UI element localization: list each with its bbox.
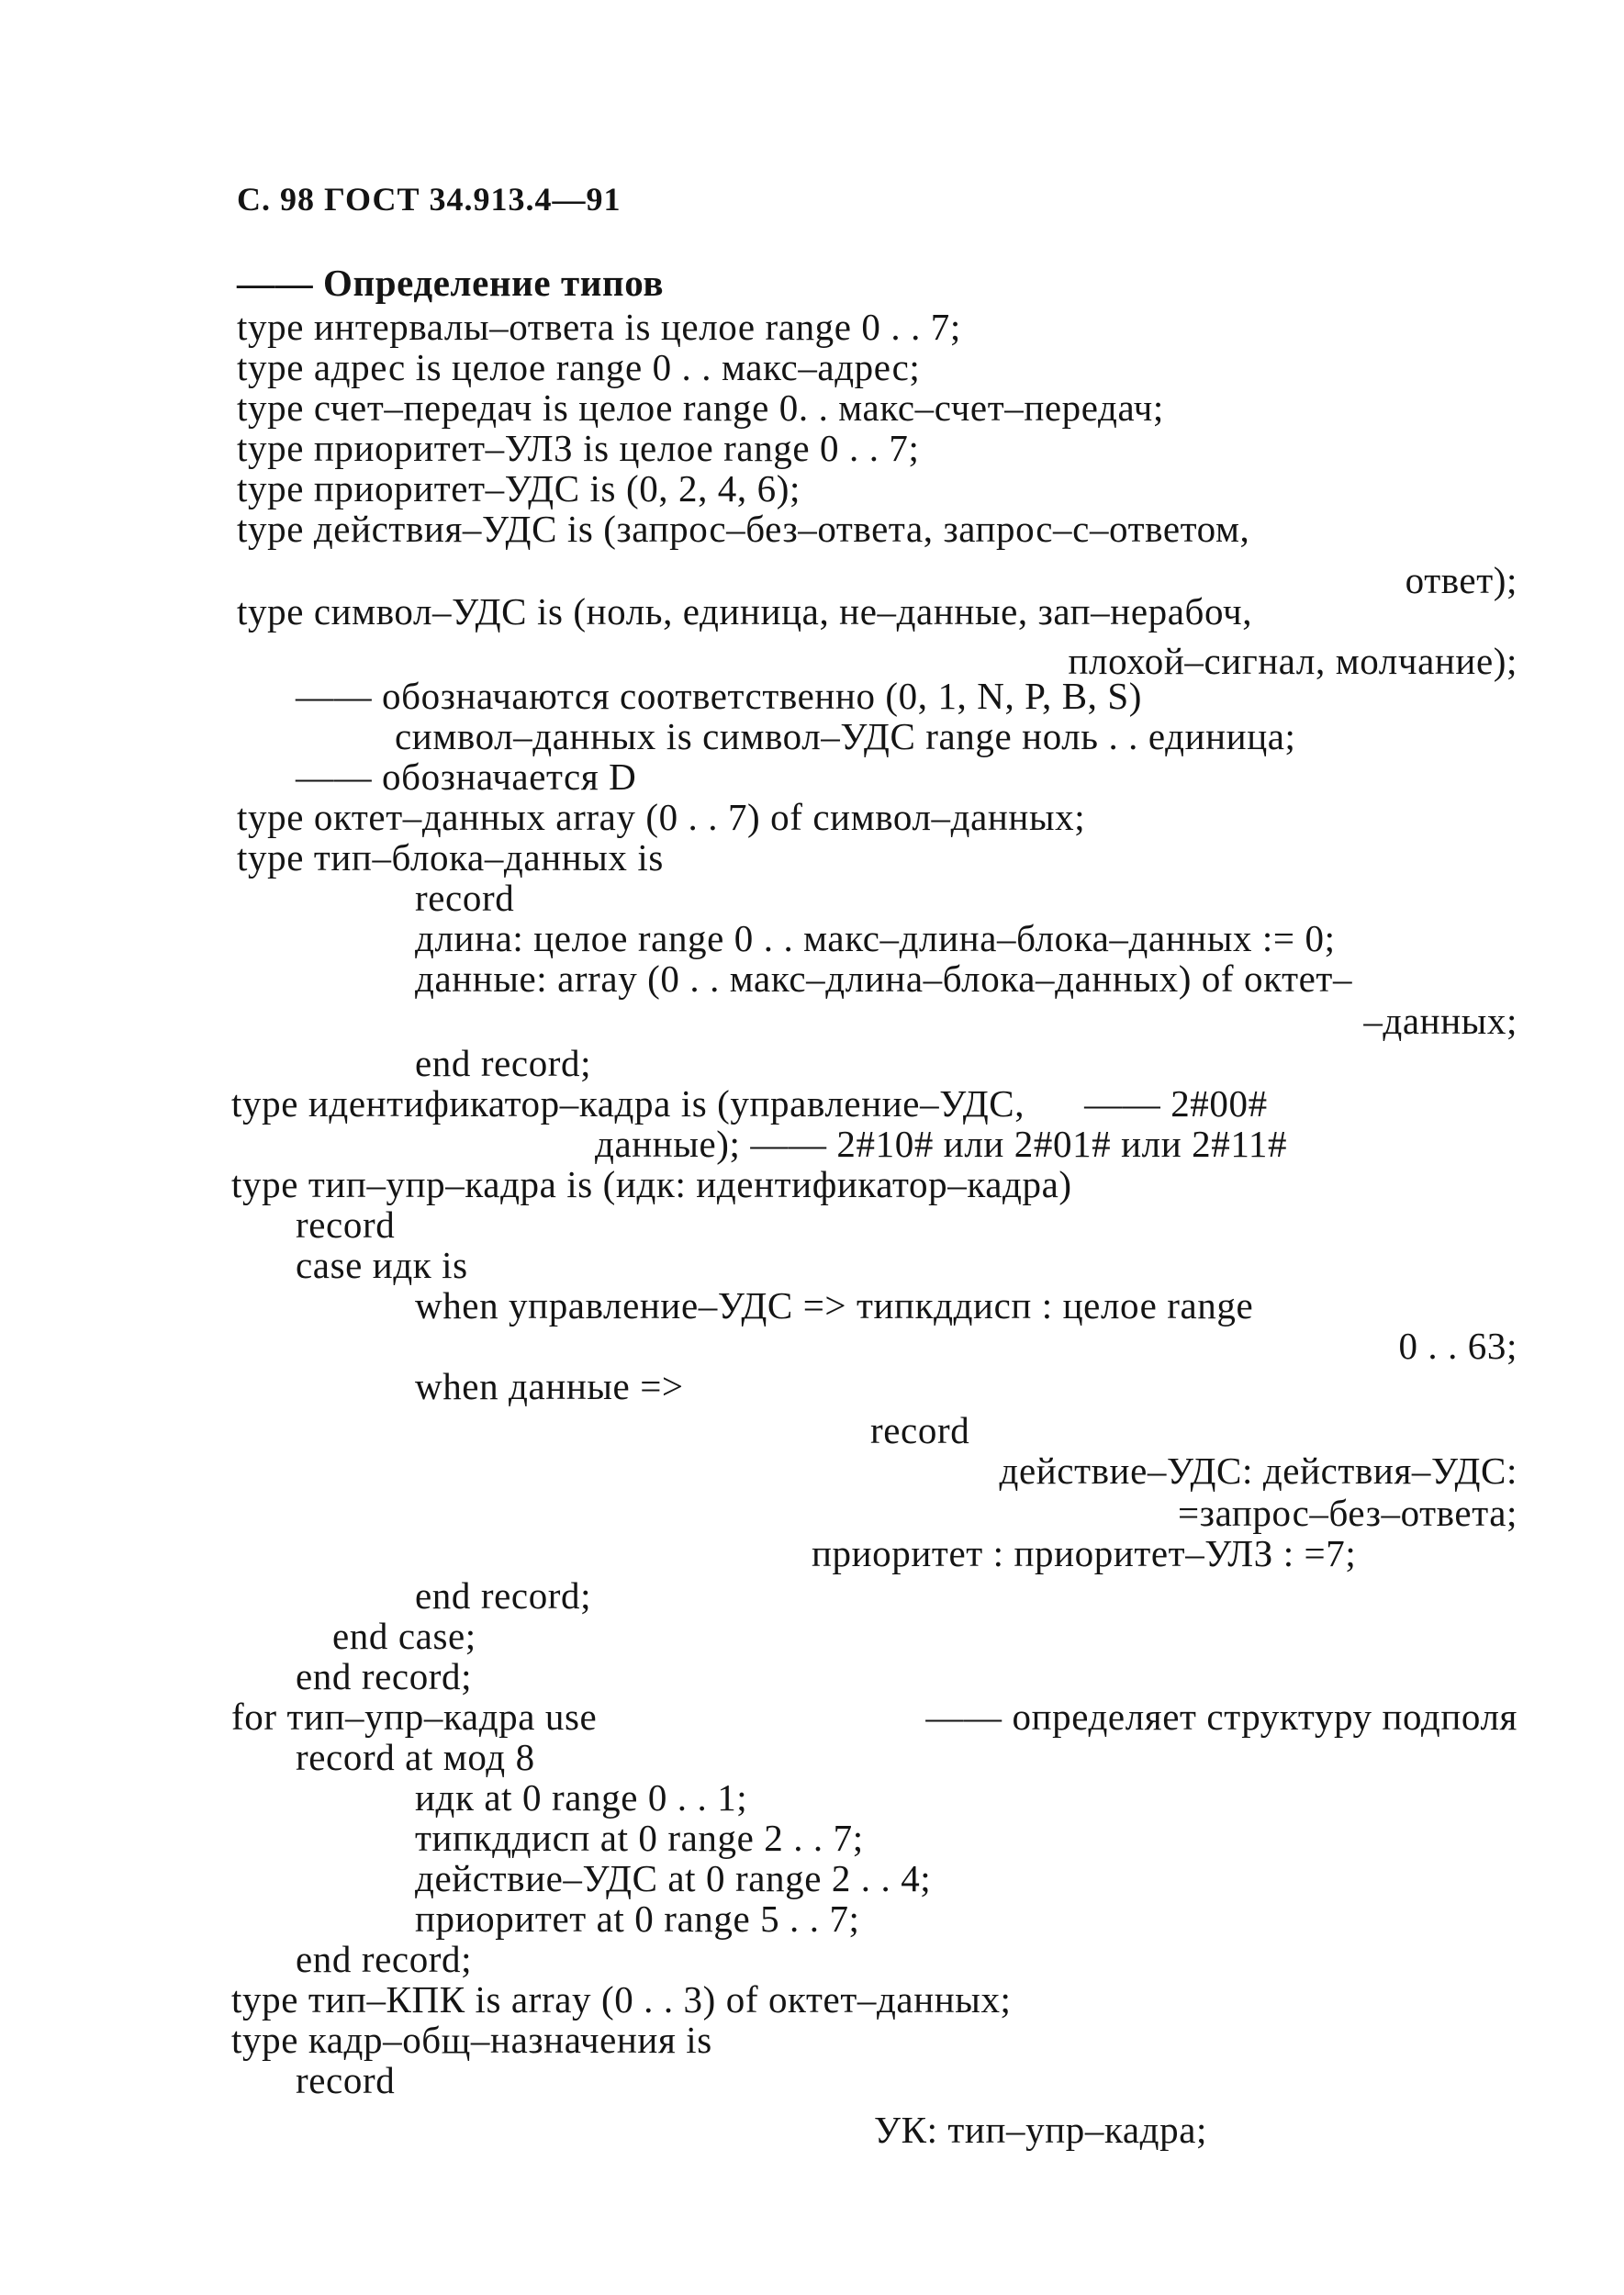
code-line: when данные => bbox=[415, 1365, 684, 1407]
code-line: данные); —— 2#10# или 2#01# или 2#11# bbox=[595, 1123, 1288, 1165]
code-line: type октет–данных array (0 . . 7) of символ–данных; bbox=[237, 796, 1086, 838]
code-line: type идентификатор–кадра is (управление–УДС, —— 2#00# bbox=[231, 1082, 1268, 1125]
code-line: end case; bbox=[332, 1615, 476, 1657]
code-line: —— Определение типов bbox=[237, 262, 665, 304]
code-line: type счет–передач is целое range 0. . макс–счет–передач; bbox=[237, 386, 1164, 429]
code-line: ответ); bbox=[1405, 559, 1518, 601]
code-line: данные: array (0 . . макс–длина–блока–данных) of октет– bbox=[415, 957, 1353, 1000]
code-line: type тип–упр–кадра is (идк: идентификатор–кадра) bbox=[231, 1163, 1072, 1205]
code-line: record bbox=[870, 1409, 970, 1451]
code-line: type адрес is целое range 0 . . макс–адрес; bbox=[237, 346, 921, 388]
code-line: when управление–УДС => типкддисп : целое range bbox=[415, 1284, 1254, 1327]
code-line: record bbox=[415, 877, 515, 919]
code-line: type символ–УДС is (ноль, единица, не–данные, зап–нерабоч, bbox=[237, 590, 1253, 633]
code-line: type действия–УДС is (запрос–без–ответа, запрос–с–ответом, bbox=[237, 508, 1250, 550]
code-line: приоритет : приоритет–УЛЗ : =7; bbox=[812, 1532, 1357, 1574]
code-line: record bbox=[296, 1203, 396, 1246]
code-line: for тип–упр–кадра use bbox=[231, 1696, 598, 1738]
code-line: type кадр–общ–назначения is bbox=[231, 2019, 712, 2061]
code-line: record at мод 8 bbox=[296, 1736, 535, 1778]
code-line: —— обозначаются соответственно (0, 1, N, P, B, S) bbox=[296, 675, 1143, 717]
code-line: —— обозначается D bbox=[296, 756, 637, 798]
code-line: type интервалы–ответа is целое range 0 . . 7; bbox=[237, 306, 961, 348]
code-line: case идк is bbox=[296, 1244, 468, 1286]
code-line: длина: целое range 0 . . макс–длина–блока–данных := 0; bbox=[415, 917, 1336, 959]
page-header: С. 98 ГОСТ 34.913.4—91 bbox=[237, 181, 622, 218]
code-line: type приоритет–УДС is (0, 2, 4, 6); bbox=[237, 467, 801, 509]
code-line: символ–данных is символ–УДС range ноль . . единица; bbox=[395, 715, 1296, 757]
code-line: идк at 0 range 0 . . 1; bbox=[415, 1776, 748, 1819]
code-line: type тип–блока–данных is bbox=[237, 836, 664, 879]
code-line: действие–УДС: действия–УДС: bbox=[999, 1450, 1518, 1492]
code-line: 0 . . 63; bbox=[1398, 1325, 1518, 1367]
code-line: =запрос–без–ответа; bbox=[1178, 1492, 1518, 1534]
code-line: приоритет at 0 range 5 . . 7; bbox=[415, 1898, 860, 1940]
code-line: плохой–сигнал, молчание); bbox=[1068, 640, 1518, 682]
code-line: type тип–КПК is array (0 . . 3) of октет–данных; bbox=[231, 1978, 1012, 2021]
code-line: end record; bbox=[296, 1938, 473, 1980]
code-line: record bbox=[296, 2059, 396, 2101]
code-line: типкддисп at 0 range 2 . . 7; bbox=[415, 1817, 864, 1859]
code-line: end record; bbox=[296, 1655, 473, 1697]
code-line: действие–УДС at 0 range 2 . . 4; bbox=[415, 1857, 932, 1899]
code-line: type приоритет–УЛЗ is целое range 0 . . 7; bbox=[237, 427, 920, 469]
code-line: end record; bbox=[415, 1042, 592, 1084]
code-line: –данных; bbox=[1363, 1000, 1518, 1042]
code-line: end record; bbox=[415, 1574, 592, 1617]
code-line: УК: тип–упр–кадра; bbox=[874, 2109, 1208, 2151]
code-line: —— определяет структуру подполя bbox=[925, 1696, 1518, 1738]
